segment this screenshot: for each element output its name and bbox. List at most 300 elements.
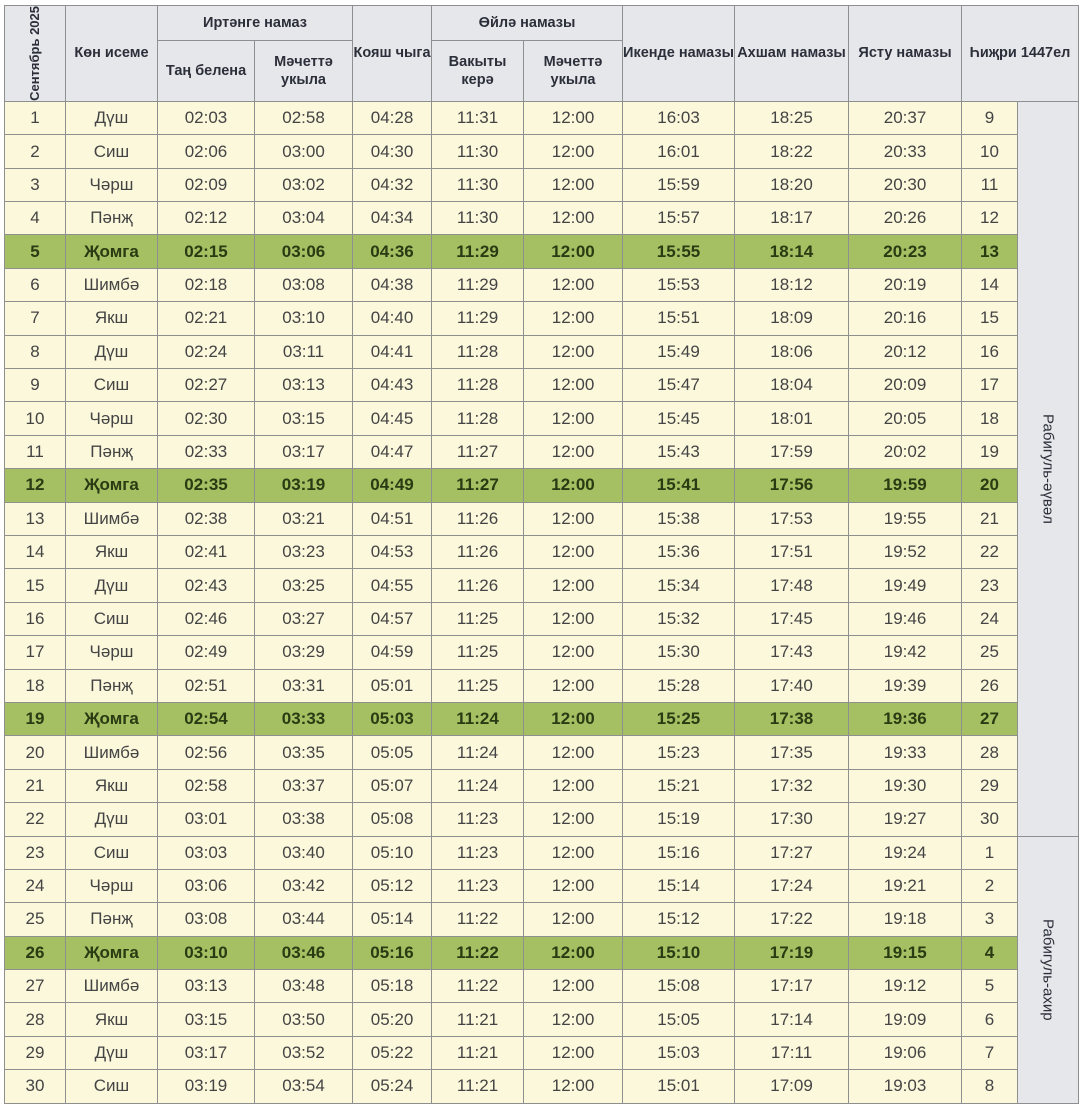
dawn-cell: 02:56 bbox=[158, 736, 255, 769]
hijri-month-text: Рабигуль-әүвәл bbox=[1039, 413, 1057, 524]
table-row bbox=[5, 702, 1079, 735]
day-cell: 16 bbox=[5, 602, 66, 635]
evening-cell: 18:06 bbox=[735, 335, 849, 368]
sunrise-cell: 04:41 bbox=[353, 335, 432, 368]
morning-mosque-cell: 03:27 bbox=[255, 602, 353, 635]
table-row bbox=[5, 101, 1079, 134]
table-row bbox=[5, 936, 1079, 969]
sunrise-cell: 04:34 bbox=[353, 202, 432, 235]
noon-mosque-cell: 12:00 bbox=[524, 435, 623, 468]
noon-mosque-cell: 12:00 bbox=[524, 669, 623, 702]
morning-mosque-cell: 03:50 bbox=[255, 1003, 353, 1036]
sunrise-cell: 04:51 bbox=[353, 502, 432, 535]
night-cell: 20:05 bbox=[849, 402, 962, 435]
sunrise-cell: 05:03 bbox=[353, 702, 432, 735]
evening-cell: 18:17 bbox=[735, 202, 849, 235]
hijri-day-cell: 24 bbox=[962, 602, 1018, 635]
night-cell: 20:33 bbox=[849, 135, 962, 168]
hijri-day-cell: 13 bbox=[962, 235, 1018, 268]
sunrise-cell: 05:07 bbox=[353, 769, 432, 802]
day-cell: 26 bbox=[5, 936, 66, 969]
day-cell: 22 bbox=[5, 803, 66, 836]
day-name-cell: Шимбә bbox=[66, 502, 158, 535]
evening-cell: 17:51 bbox=[735, 536, 849, 569]
day-name-cell: Җомга bbox=[66, 469, 158, 502]
table-row bbox=[5, 869, 1079, 902]
day-name-cell: Дүш bbox=[66, 569, 158, 602]
night-cell: 20:26 bbox=[849, 202, 962, 235]
hijri-day-cell: 19 bbox=[962, 435, 1018, 468]
noon-mosque-cell: 12:00 bbox=[524, 602, 623, 635]
morning-mosque-cell: 03:29 bbox=[255, 636, 353, 669]
morning-mosque-cell: 03:54 bbox=[255, 1070, 353, 1103]
dawn-cell: 02:46 bbox=[158, 602, 255, 635]
night-cell: 19:24 bbox=[849, 836, 962, 869]
day-name-cell: Пәнҗ bbox=[66, 669, 158, 702]
noon-time-cell: 11:23 bbox=[432, 803, 524, 836]
night-cell: 20:02 bbox=[849, 435, 962, 468]
morning-mosque-cell: 03:11 bbox=[255, 335, 353, 368]
noon-time-cell: 11:29 bbox=[432, 302, 524, 335]
afternoon-cell: 15:51 bbox=[623, 302, 735, 335]
morning-mosque-cell: 03:13 bbox=[255, 369, 353, 402]
sunrise-cell: 04:57 bbox=[353, 602, 432, 635]
sunrise-cell: 04:36 bbox=[353, 235, 432, 268]
day-cell: 7 bbox=[5, 302, 66, 335]
noon-time-cell: 11:26 bbox=[432, 536, 524, 569]
dawn-cell: 03:17 bbox=[158, 1036, 255, 1069]
hijri-day-cell: 16 bbox=[962, 335, 1018, 368]
morning-mosque-cell: 03:46 bbox=[255, 936, 353, 969]
hijri-day-cell: 17 bbox=[962, 369, 1018, 402]
noon-time-cell: 11:25 bbox=[432, 636, 524, 669]
header-evening-prayer: Ахшам намазы bbox=[735, 6, 849, 102]
noon-time-cell: 11:24 bbox=[432, 769, 524, 802]
dawn-cell: 03:13 bbox=[158, 970, 255, 1003]
day-name-cell: Пәнҗ bbox=[66, 202, 158, 235]
day-cell: 8 bbox=[5, 335, 66, 368]
evening-cell: 18:01 bbox=[735, 402, 849, 435]
day-name-cell: Җомга bbox=[66, 702, 158, 735]
noon-mosque-cell: 12:00 bbox=[524, 202, 623, 235]
sunrise-cell: 05:10 bbox=[353, 836, 432, 869]
evening-cell: 17:40 bbox=[735, 669, 849, 702]
noon-time-cell: 11:25 bbox=[432, 669, 524, 702]
morning-mosque-cell: 03:37 bbox=[255, 769, 353, 802]
afternoon-cell: 15:36 bbox=[623, 536, 735, 569]
sunrise-cell: 05:05 bbox=[353, 736, 432, 769]
dawn-cell: 03:08 bbox=[158, 903, 255, 936]
noon-time-cell: 11:28 bbox=[432, 402, 524, 435]
morning-mosque-cell: 03:44 bbox=[255, 903, 353, 936]
noon-mosque-cell: 12:00 bbox=[524, 135, 623, 168]
noon-mosque-cell: 12:00 bbox=[524, 1003, 623, 1036]
noon-time-cell: 11:22 bbox=[432, 936, 524, 969]
night-cell: 19:06 bbox=[849, 1036, 962, 1069]
day-name-cell: Чәрш bbox=[66, 402, 158, 435]
afternoon-cell: 15:08 bbox=[623, 970, 735, 1003]
noon-mosque-cell: 12:00 bbox=[524, 235, 623, 268]
evening-cell: 17:45 bbox=[735, 602, 849, 635]
hijri-day-cell: 12 bbox=[962, 202, 1018, 235]
table-row bbox=[5, 803, 1079, 836]
day-cell: 28 bbox=[5, 1003, 66, 1036]
table-row bbox=[5, 536, 1079, 569]
morning-mosque-cell: 03:40 bbox=[255, 836, 353, 869]
sunrise-cell: 04:55 bbox=[353, 569, 432, 602]
night-cell: 19:49 bbox=[849, 569, 962, 602]
afternoon-cell: 15:16 bbox=[623, 836, 735, 869]
noon-time-cell: 11:26 bbox=[432, 569, 524, 602]
header-afternoon-prayer: Икенде намазы bbox=[623, 6, 735, 102]
table-row bbox=[5, 469, 1079, 502]
afternoon-cell: 15:57 bbox=[623, 202, 735, 235]
noon-mosque-cell: 12:00 bbox=[524, 869, 623, 902]
afternoon-cell: 15:32 bbox=[623, 602, 735, 635]
day-name-cell: Чәрш bbox=[66, 168, 158, 201]
table-row bbox=[5, 302, 1079, 335]
table-row bbox=[5, 1003, 1079, 1036]
morning-mosque-cell: 03:19 bbox=[255, 469, 353, 502]
night-cell: 19:09 bbox=[849, 1003, 962, 1036]
afternoon-cell: 15:01 bbox=[623, 1070, 735, 1103]
day-cell: 4 bbox=[5, 202, 66, 235]
night-cell: 19:15 bbox=[849, 936, 962, 969]
evening-cell: 18:25 bbox=[735, 101, 849, 134]
day-name-cell: Дүш bbox=[66, 335, 158, 368]
evening-cell: 17:43 bbox=[735, 636, 849, 669]
evening-cell: 17:27 bbox=[735, 836, 849, 869]
hijri-month-label bbox=[1018, 836, 1079, 1103]
morning-mosque-cell: 03:33 bbox=[255, 702, 353, 735]
evening-cell: 17:09 bbox=[735, 1070, 849, 1103]
noon-time-cell: 11:25 bbox=[432, 602, 524, 635]
day-cell: 12 bbox=[5, 469, 66, 502]
noon-time-cell: 11:22 bbox=[432, 903, 524, 936]
morning-mosque-cell: 03:15 bbox=[255, 402, 353, 435]
header-morning-prayer: Иртәнге намаз bbox=[158, 6, 353, 41]
header-noon-mosque: Мәчеттә укыла bbox=[524, 41, 623, 101]
hijri-day-cell: 9 bbox=[962, 101, 1018, 134]
table-row bbox=[5, 669, 1079, 702]
day-name-cell: Якш bbox=[66, 1003, 158, 1036]
sunrise-cell: 05:01 bbox=[353, 669, 432, 702]
hijri-day-cell: 5 bbox=[962, 970, 1018, 1003]
sunrise-cell: 05:16 bbox=[353, 936, 432, 969]
night-cell: 19:59 bbox=[849, 469, 962, 502]
noon-mosque-cell: 12:00 bbox=[524, 536, 623, 569]
evening-cell: 18:04 bbox=[735, 369, 849, 402]
table-row bbox=[5, 736, 1079, 769]
dawn-cell: 03:01 bbox=[158, 803, 255, 836]
hijri-day-cell: 21 bbox=[962, 502, 1018, 535]
noon-time-cell: 11:28 bbox=[432, 369, 524, 402]
sunrise-cell: 04:28 bbox=[353, 101, 432, 134]
afternoon-cell: 15:34 bbox=[623, 569, 735, 602]
day-cell: 17 bbox=[5, 636, 66, 669]
sunrise-cell: 04:47 bbox=[353, 435, 432, 468]
noon-mosque-cell: 12:00 bbox=[524, 702, 623, 735]
day-name-cell: Сиш bbox=[66, 369, 158, 402]
table-row bbox=[5, 235, 1079, 268]
night-cell: 19:36 bbox=[849, 702, 962, 735]
day-cell: 23 bbox=[5, 836, 66, 869]
table-row bbox=[5, 970, 1079, 1003]
dawn-cell: 02:49 bbox=[158, 636, 255, 669]
day-name-cell: Дүш bbox=[66, 1036, 158, 1069]
noon-time-cell: 11:29 bbox=[432, 235, 524, 268]
afternoon-cell: 15:03 bbox=[623, 1036, 735, 1069]
hijri-month-label bbox=[1018, 101, 1079, 836]
evening-cell: 17:56 bbox=[735, 469, 849, 502]
morning-mosque-cell: 02:58 bbox=[255, 101, 353, 134]
afternoon-cell: 15:30 bbox=[623, 636, 735, 669]
day-name-cell: Чәрш bbox=[66, 636, 158, 669]
table-row bbox=[5, 335, 1079, 368]
table-row bbox=[5, 168, 1079, 201]
sunrise-cell: 04:40 bbox=[353, 302, 432, 335]
day-cell: 14 bbox=[5, 536, 66, 569]
dawn-cell: 02:33 bbox=[158, 435, 255, 468]
evening-cell: 17:35 bbox=[735, 736, 849, 769]
sunrise-cell: 05:24 bbox=[353, 1070, 432, 1103]
noon-mosque-cell: 12:00 bbox=[524, 302, 623, 335]
dawn-cell: 02:12 bbox=[158, 202, 255, 235]
day-cell: 24 bbox=[5, 869, 66, 902]
day-name-cell: Дүш bbox=[66, 803, 158, 836]
table-row bbox=[5, 435, 1079, 468]
day-name-cell: Пәнҗ bbox=[66, 903, 158, 936]
noon-time-cell: 11:27 bbox=[432, 435, 524, 468]
night-cell: 19:30 bbox=[849, 769, 962, 802]
day-cell: 11 bbox=[5, 435, 66, 468]
evening-cell: 17:17 bbox=[735, 970, 849, 1003]
noon-mosque-cell: 12:00 bbox=[524, 268, 623, 301]
dawn-cell: 02:51 bbox=[158, 669, 255, 702]
evening-cell: 18:22 bbox=[735, 135, 849, 168]
dawn-cell: 02:54 bbox=[158, 702, 255, 735]
dawn-cell: 02:09 bbox=[158, 168, 255, 201]
day-name-cell: Чәрш bbox=[66, 869, 158, 902]
day-cell: 29 bbox=[5, 1036, 66, 1069]
noon-time-cell: 11:21 bbox=[432, 1070, 524, 1103]
day-name-cell: Җомга bbox=[66, 235, 158, 268]
noon-time-cell: 11:23 bbox=[432, 836, 524, 869]
day-name-cell: Шимбә bbox=[66, 736, 158, 769]
morning-mosque-cell: 03:21 bbox=[255, 502, 353, 535]
noon-mosque-cell: 12:00 bbox=[524, 803, 623, 836]
noon-time-cell: 11:27 bbox=[432, 469, 524, 502]
header-month-text: Сентябрь 2025 bbox=[26, 6, 42, 101]
hijri-day-cell: 26 bbox=[962, 669, 1018, 702]
noon-time-cell: 11:31 bbox=[432, 101, 524, 134]
day-cell: 30 bbox=[5, 1070, 66, 1103]
noon-time-cell: 11:24 bbox=[432, 736, 524, 769]
hijri-day-cell: 14 bbox=[962, 268, 1018, 301]
morning-mosque-cell: 03:48 bbox=[255, 970, 353, 1003]
hijri-day-cell: 8 bbox=[962, 1070, 1018, 1103]
hijri-day-cell: 20 bbox=[962, 469, 1018, 502]
evening-cell: 17:11 bbox=[735, 1036, 849, 1069]
dawn-cell: 02:43 bbox=[158, 569, 255, 602]
dawn-cell: 02:41 bbox=[158, 536, 255, 569]
day-name-cell: Шимбә bbox=[66, 268, 158, 301]
day-name-cell: Якш bbox=[66, 536, 158, 569]
morning-mosque-cell: 03:38 bbox=[255, 803, 353, 836]
morning-mosque-cell: 03:17 bbox=[255, 435, 353, 468]
hijri-day-cell: 15 bbox=[962, 302, 1018, 335]
dawn-cell: 02:21 bbox=[158, 302, 255, 335]
hijri-day-cell: 3 bbox=[962, 903, 1018, 936]
evening-cell: 17:24 bbox=[735, 869, 849, 902]
morning-mosque-cell: 03:35 bbox=[255, 736, 353, 769]
day-cell: 13 bbox=[5, 502, 66, 535]
noon-mosque-cell: 12:00 bbox=[524, 970, 623, 1003]
night-cell: 19:21 bbox=[849, 869, 962, 902]
morning-mosque-cell: 03:25 bbox=[255, 569, 353, 602]
sunrise-cell: 05:14 bbox=[353, 903, 432, 936]
noon-mosque-cell: 12:00 bbox=[524, 636, 623, 669]
sunrise-cell: 05:20 bbox=[353, 1003, 432, 1036]
sunrise-cell: 04:59 bbox=[353, 636, 432, 669]
sunrise-cell: 05:08 bbox=[353, 803, 432, 836]
header-hijri: Һиҗри 1447ел bbox=[962, 6, 1079, 102]
night-cell: 19:55 bbox=[849, 502, 962, 535]
hijri-day-cell: 28 bbox=[962, 736, 1018, 769]
afternoon-cell: 15:41 bbox=[623, 469, 735, 502]
noon-time-cell: 11:28 bbox=[432, 335, 524, 368]
afternoon-cell: 15:47 bbox=[623, 369, 735, 402]
noon-mosque-cell: 12:00 bbox=[524, 502, 623, 535]
hijri-month-text: Рабигуль-ахир bbox=[1039, 918, 1057, 1021]
table-row bbox=[5, 903, 1079, 936]
table-row bbox=[5, 402, 1079, 435]
noon-time-cell: 11:23 bbox=[432, 869, 524, 902]
day-cell: 19 bbox=[5, 702, 66, 735]
hijri-day-cell: 27 bbox=[962, 702, 1018, 735]
evening-cell: 17:48 bbox=[735, 569, 849, 602]
noon-mosque-cell: 12:00 bbox=[524, 836, 623, 869]
afternoon-cell: 15:38 bbox=[623, 502, 735, 535]
afternoon-cell: 15:19 bbox=[623, 803, 735, 836]
noon-mosque-cell: 12:00 bbox=[524, 569, 623, 602]
night-cell: 19:12 bbox=[849, 970, 962, 1003]
header-night-prayer: Ясту намазы bbox=[849, 6, 962, 102]
day-name-cell: Дүш bbox=[66, 101, 158, 134]
table-row bbox=[5, 268, 1079, 301]
day-name-cell: Сиш bbox=[66, 135, 158, 168]
afternoon-cell: 15:53 bbox=[623, 268, 735, 301]
table-row bbox=[5, 836, 1079, 869]
day-name-cell: Пәнҗ bbox=[66, 435, 158, 468]
evening-cell: 18:12 bbox=[735, 268, 849, 301]
evening-cell: 17:22 bbox=[735, 903, 849, 936]
evening-cell: 17:30 bbox=[735, 803, 849, 836]
table-row bbox=[5, 636, 1079, 669]
sunrise-cell: 04:53 bbox=[353, 536, 432, 569]
noon-mosque-cell: 12:00 bbox=[524, 936, 623, 969]
dawn-cell: 03:15 bbox=[158, 1003, 255, 1036]
day-cell: 5 bbox=[5, 235, 66, 268]
afternoon-cell: 16:03 bbox=[623, 101, 735, 134]
sunrise-cell: 05:12 bbox=[353, 869, 432, 902]
morning-mosque-cell: 03:04 bbox=[255, 202, 353, 235]
noon-time-cell: 11:21 bbox=[432, 1036, 524, 1069]
noon-time-cell: 11:30 bbox=[432, 202, 524, 235]
hijri-day-cell: 25 bbox=[962, 636, 1018, 669]
morning-mosque-cell: 03:02 bbox=[255, 168, 353, 201]
noon-mosque-cell: 12:00 bbox=[524, 1036, 623, 1069]
day-cell: 3 bbox=[5, 168, 66, 201]
morning-mosque-cell: 03:08 bbox=[255, 268, 353, 301]
dawn-cell: 02:30 bbox=[158, 402, 255, 435]
afternoon-cell: 15:59 bbox=[623, 168, 735, 201]
table-row bbox=[5, 602, 1079, 635]
day-cell: 20 bbox=[5, 736, 66, 769]
morning-mosque-cell: 03:42 bbox=[255, 869, 353, 902]
hijri-day-cell: 2 bbox=[962, 869, 1018, 902]
dawn-cell: 02:24 bbox=[158, 335, 255, 368]
day-name-cell: Шимбә bbox=[66, 970, 158, 1003]
dawn-cell: 02:03 bbox=[158, 101, 255, 134]
noon-time-cell: 11:30 bbox=[432, 168, 524, 201]
sunrise-cell: 04:30 bbox=[353, 135, 432, 168]
afternoon-cell: 15:45 bbox=[623, 402, 735, 435]
day-cell: 9 bbox=[5, 369, 66, 402]
night-cell: 19:39 bbox=[849, 669, 962, 702]
noon-mosque-cell: 12:00 bbox=[524, 402, 623, 435]
night-cell: 19:27 bbox=[849, 803, 962, 836]
noon-mosque-cell: 12:00 bbox=[524, 736, 623, 769]
table-row bbox=[5, 769, 1079, 802]
day-name-cell: Сиш bbox=[66, 602, 158, 635]
night-cell: 19:03 bbox=[849, 1070, 962, 1103]
day-name-cell: Сиш bbox=[66, 1070, 158, 1103]
hijri-day-cell: 23 bbox=[962, 569, 1018, 602]
noon-time-cell: 11:22 bbox=[432, 970, 524, 1003]
hijri-day-cell: 7 bbox=[962, 1036, 1018, 1069]
afternoon-cell: 15:05 bbox=[623, 1003, 735, 1036]
evening-cell: 17:53 bbox=[735, 502, 849, 535]
day-cell: 18 bbox=[5, 669, 66, 702]
table-header bbox=[5, 6, 1079, 102]
day-name-cell: Якш bbox=[66, 302, 158, 335]
night-cell: 20:12 bbox=[849, 335, 962, 368]
noon-mosque-cell: 12:00 bbox=[524, 335, 623, 368]
morning-mosque-cell: 03:52 bbox=[255, 1036, 353, 1069]
dawn-cell: 03:06 bbox=[158, 869, 255, 902]
evening-cell: 18:14 bbox=[735, 235, 849, 268]
dawn-cell: 02:35 bbox=[158, 469, 255, 502]
header-morning-mosque: Мәчеттә укыла bbox=[255, 41, 353, 101]
noon-mosque-cell: 12:00 bbox=[524, 1070, 623, 1103]
dawn-cell: 02:06 bbox=[158, 135, 255, 168]
day-cell: 2 bbox=[5, 135, 66, 168]
dawn-cell: 02:18 bbox=[158, 268, 255, 301]
header-sunrise: Кояш чыга bbox=[353, 6, 432, 102]
afternoon-cell: 15:49 bbox=[623, 335, 735, 368]
dawn-cell: 02:27 bbox=[158, 369, 255, 402]
sunrise-cell: 04:45 bbox=[353, 402, 432, 435]
day-name-cell: Якш bbox=[66, 769, 158, 802]
night-cell: 19:46 bbox=[849, 602, 962, 635]
header-month bbox=[5, 6, 66, 102]
prayer-timetable bbox=[4, 5, 1079, 1104]
night-cell: 20:09 bbox=[849, 369, 962, 402]
hijri-day-cell: 18 bbox=[962, 402, 1018, 435]
table-row bbox=[5, 202, 1079, 235]
afternoon-cell: 15:12 bbox=[623, 903, 735, 936]
